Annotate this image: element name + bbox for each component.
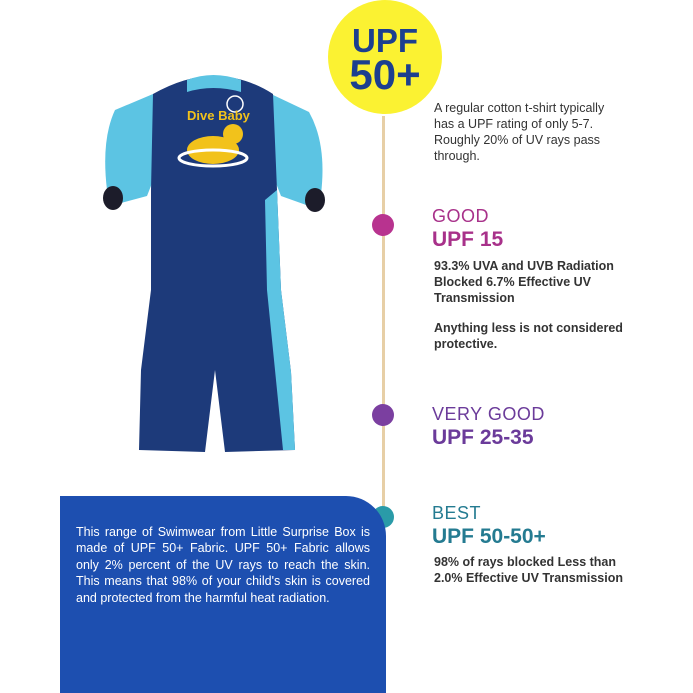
level-good-value: UPF 15 [432,228,504,251]
level-good-description: 93.3% UVA and UVB Radiation Blocked 6.7% Effective UV Transmission [434,259,614,305]
info-panel-text: This range of Swimwear from Little Surprise Box is made of UPF 50+ Fabric. UPF 50+ Fabric allows only 2% percent of the UV rays to reach the skin. This means that 98% of your child's skin is covered and protected from the harmful heat radiation. [76,525,370,605]
intro-text: A regular cotton t-shirt typically has a UPF rating of only 5-7. Roughly 20% of UV rays pass through. [434,101,605,163]
level-best-value: UPF 50-50+ [432,525,546,548]
upf-badge [328,0,442,114]
timeline-dot-good [372,214,394,236]
level-very-good-label: VERY GOOD [432,404,545,424]
left-cuff [103,186,123,210]
badge-top-text: UPF [352,22,418,59]
swimsuit-illustration [95,70,335,470]
level-very-good-value: UPF 25-35 [432,426,534,449]
timeline-dot-very-good [372,404,394,426]
duck-head [223,124,243,144]
level-best-description: 98% of rays blocked Less than 2.0% Effective UV Transmission [434,555,623,585]
level-good-label: GOOD [432,206,490,226]
suit-print-text: Dive Baby [187,108,250,123]
right-cuff [305,188,325,212]
level-best-label: BEST [432,503,482,523]
level-good-note: Anything less is not considered protective. [434,321,623,351]
badge-bottom-text: 50+ [349,51,421,98]
